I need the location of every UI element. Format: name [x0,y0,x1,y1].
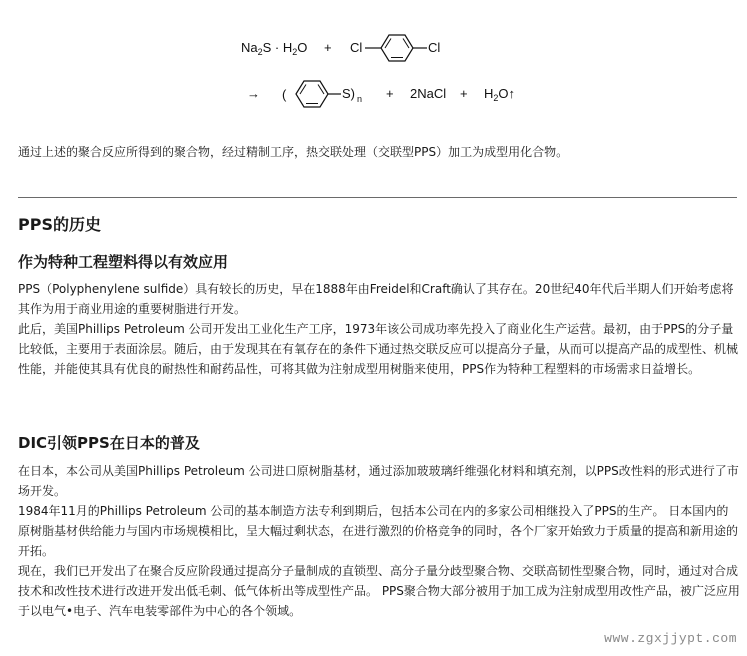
benzene-ring-product-icon [296,81,328,107]
section-divider [18,197,737,198]
benzene-ring-icon [381,35,413,61]
eq-chlorine-right: Cl [428,40,441,55]
history-paragraph: 此后，美国Phillips Petroleum 公司开发出工业化生产工序，1973年该公司成功率先投入了商业化生产运营。最初，由于PPS的分子量比较低，主要用于表面涂层。随后，由于发现其在有氧存在的条件下通过热交联反应可以提高分子量，从而可以提高产品的成型性、机械性能，并能使其具有优良的耐热性和耐药品性，可将其做为注射成型用树脂来使用，PPS作为特种工程塑料的市场需求日益增长。 [18,322,739,376]
dic-paragraphs [18,461,740,621]
history-paragraphs [18,279,740,379]
eq-reaction-arrow: → [247,86,260,101]
sub-heading-dic-japan: DIC引领PPS在日本的普及 [18,434,200,452]
section-title: PPS的历史 [18,215,101,234]
eq-sodium-chloride: 2NaCl [410,86,447,101]
site-watermark: www.zgxjjypt.com [604,631,737,646]
eq-plus-1: + [324,40,332,55]
eq-chlorine-left: Cl [350,40,363,55]
reaction-equation-figure [0,0,747,120]
intro-paragraph: 通过上述的聚合反应所得到的聚合物，经过精制工序，热交联处理（交联型PPS）加工为成型用化合物。 [18,145,569,159]
sub-heading-engineering-plastic: 作为特种工程塑料得以有效应用 [18,253,229,271]
history-paragraph: PPS（Polyphenylene sulfide）具有较长的历史，早在1888年由Freidel和Craft确认了其存在。20世纪40年代后半期人们开始考虑将其作为用于商业用途的重要树脂进行开发。 [18,282,734,316]
eq-water: $H_2O↑$ [484,86,516,103]
eq-sulfur-group: S) $_n$ [342,86,363,104]
eq-paren-open: ( [282,87,287,102]
eq-plus-3: + [460,86,468,101]
eq-plus-2: + [386,86,394,101]
dic-paragraph: 1984年11月的Phillips Petroleum 公司的基本制造方法专利到期后，包括本公司在内的多家公司相继投入了PPS的生产。 日本国内的原树脂基材供给能力与国内市场规模相比，呈大幅过剩状态，在进行激烈的价格竞争的同时，各个厂家开始致力于质量的提高和新用途的开拓。 [18,504,739,558]
reaction-equation [0,0,747,120]
eq-reactant-sodium-sulfide: $Na_2S \cdot H_2O$ [241,40,308,57]
dic-paragraph: 在日本，本公司从美国Phillips Petroleum 公司进口原树脂基材，通过添加玻玻璃纤维强化材料和填充剂，以PPS改性料的形式进行了市场开发。 [18,464,739,498]
dic-paragraph: 现在，我们已开发出了在聚合反应阶段通过提高分子量制成的直锁型、高分子量分歧型聚合物、交联高韧性型聚合物，同时，通过对合成技术和改性技术进行改进开发出低毛刺、低气体析出等成型性产品。 PPS聚合物大部分被用于加工成为注射成型用改性产品，被广泛应用于以电气•电子、汽车电装零部件为中心的各个领域。 [18,564,740,618]
